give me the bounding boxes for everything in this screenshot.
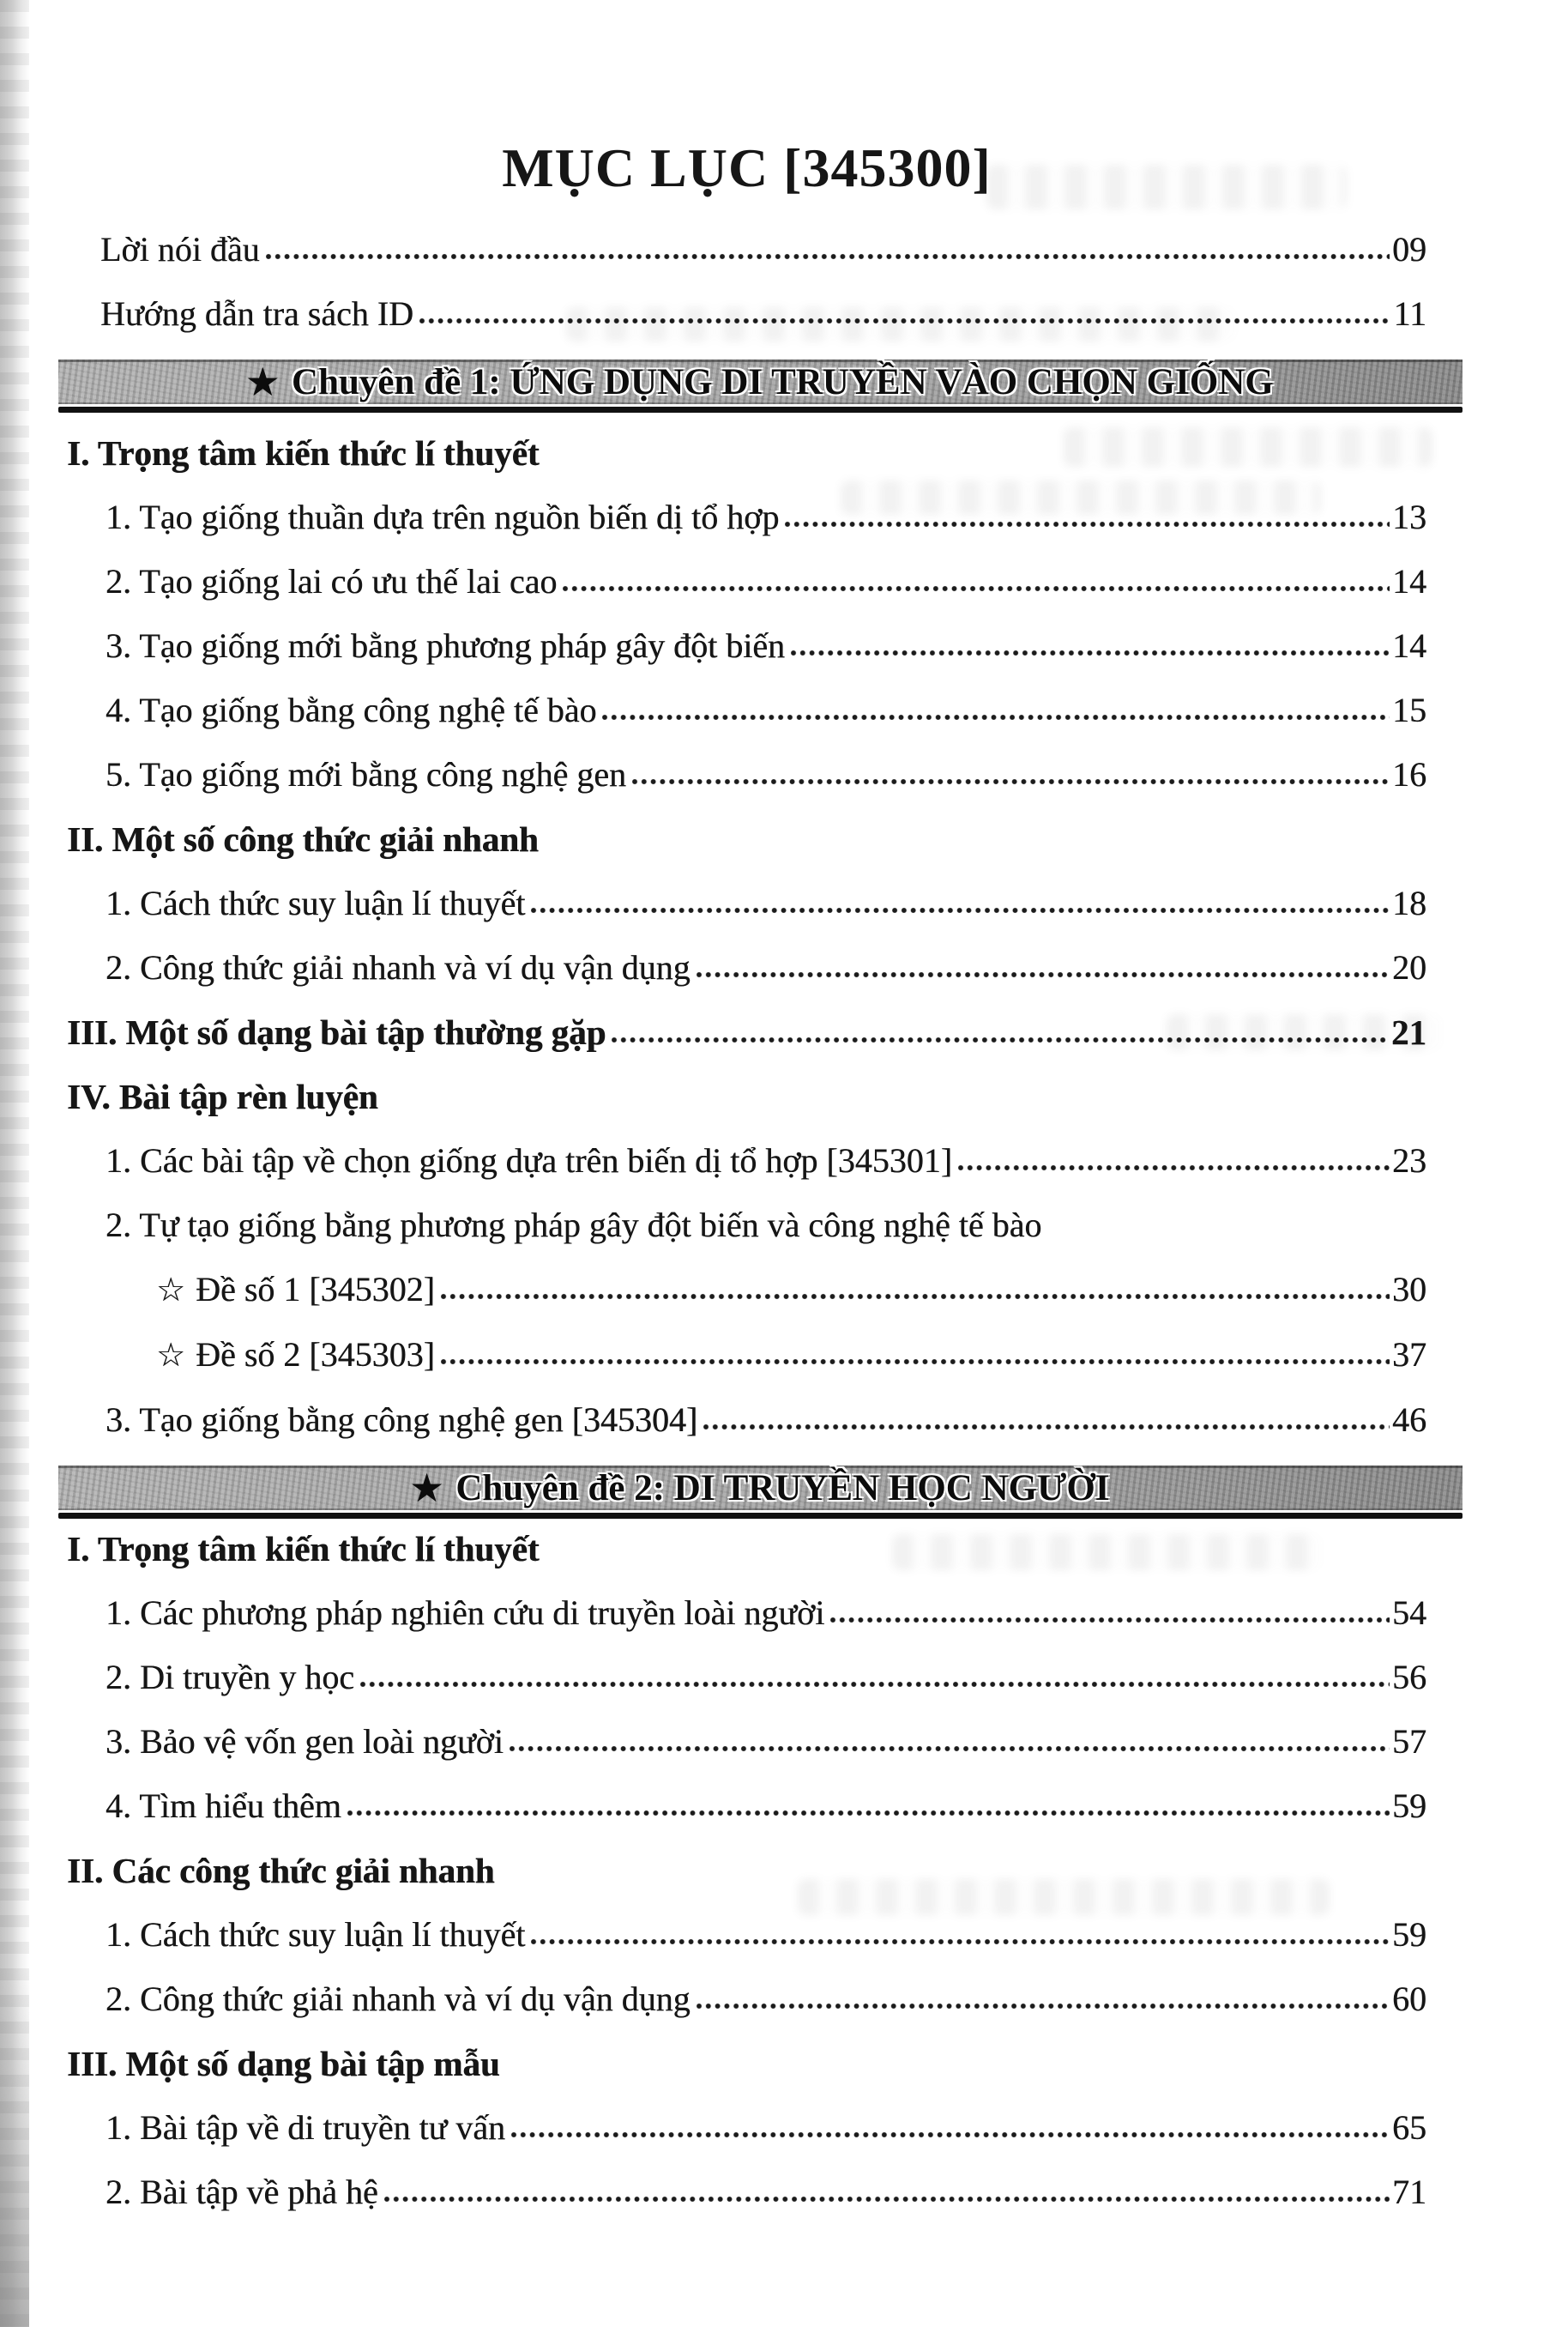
toc-entry (67, 1141, 1426, 1181)
toc-entry (67, 294, 1426, 334)
toc-entry (67, 1722, 1426, 1762)
toc-entry-label: 1. Cách thức suy luận lí thuyết (106, 1915, 526, 1954)
toc-entry (67, 691, 1426, 730)
toc-entry-label: 2. Di truyền y học (106, 1658, 354, 1696)
toc-entry-page: 57 (1392, 1722, 1426, 1761)
dotted-leader (511, 2131, 1390, 2139)
dotted-leader (791, 649, 1390, 657)
toc-entry-label: 2. Bài tập về phả hệ (106, 2173, 378, 2211)
toc-section-heading (67, 1012, 1426, 1052)
toc-entry-page: 16 (1392, 755, 1426, 794)
dotted-leader (531, 1937, 1390, 1946)
toc-entry (67, 562, 1426, 601)
dotted-leader (419, 317, 1391, 325)
dotted-leader (441, 1357, 1390, 1366)
dotted-leader (360, 1680, 1390, 1689)
dotted-leader (697, 970, 1390, 979)
toc-entry-label: I. Trọng tâm kiến thức lí thuyết (67, 433, 540, 473)
dotted-leader (510, 1744, 1390, 1753)
dotted-leader (632, 777, 1390, 786)
toc-entry-label: Hướng dẫn tra sách ID (100, 294, 413, 333)
star-icon: ★ (411, 1468, 443, 1508)
dotted-leader (830, 1616, 1390, 1624)
toc-section-heading (67, 1077, 1426, 1116)
toc-entry (67, 498, 1426, 537)
section-band-title: Chuyên đề 2: DI TRUYỀN HỌC NGƯỜI (455, 1467, 1110, 1508)
toc-entry-page: 56 (1392, 1658, 1426, 1696)
toc-entry-label: 4. Tạo giống bằng công nghệ tế bào (106, 691, 597, 729)
dotted-leader (785, 520, 1390, 529)
dotted-leader (347, 1809, 1390, 1817)
dotted-leader (563, 584, 1390, 593)
toc-entry-label: III. Một số dạng bài tập thường gặp (67, 1012, 606, 1052)
toc-entry (67, 1400, 1426, 1440)
toc-entry-page: 23 (1392, 1141, 1426, 1180)
toc-entry (67, 948, 1426, 988)
outline-star-icon: ☆ (156, 1272, 186, 1309)
section-band-chuyen-de-2 (58, 1466, 1462, 1510)
toc-entry-page: 59 (1392, 1786, 1426, 1825)
toc-entry (67, 230, 1426, 269)
toc-entry-label: 1. Các phương pháp nghiên cứu di truyền loài người (106, 1593, 825, 1632)
dotted-leader (384, 2195, 1390, 2203)
toc-entry (67, 1206, 1426, 1245)
toc-entry-label: 1. Các bài tập về chọn giống dựa trên biến dị tổ hợp [345301] (106, 1141, 953, 1180)
toc-entry-page: 20 (1392, 948, 1426, 987)
dotted-leader (697, 2002, 1390, 2010)
toc-entry (67, 2173, 1426, 2212)
toc-entry-label: I. Trọng tâm kiến thức lí thuyết (67, 1529, 540, 1568)
toc-entry-page: 30 (1392, 1270, 1426, 1309)
toc-entry-page: 46 (1392, 1400, 1426, 1439)
dotted-leader (602, 713, 1390, 722)
toc-entry-page: 54 (1392, 1593, 1426, 1632)
toc-entry-label: 3. Tạo giống mới bằng phương pháp gây đột biến (106, 626, 786, 665)
toc-content (67, 0, 1426, 2212)
toc-entry (67, 626, 1426, 666)
toc-entry-page: 14 (1392, 626, 1426, 665)
toc-entry-page: 14 (1392, 562, 1426, 601)
toc-entry-label: 2. Tự tạo giống bằng phương pháp gây đột biến và công nghệ tế bào (106, 1206, 1042, 1244)
toc-section-heading (67, 1851, 1426, 1890)
page-title: MỤC LỤC [345300] (502, 137, 992, 198)
toc-entry (67, 1593, 1426, 1633)
toc-entry-label: 5. Tạo giống mới bằng công nghệ gen (106, 755, 626, 794)
toc-entry (67, 1270, 1426, 1310)
section-band-rule (58, 407, 1462, 413)
dotted-leader (703, 1423, 1390, 1431)
dotted-leader (266, 252, 1390, 261)
toc-entry (67, 1915, 1426, 1955)
toc-entry-label: 1. Bài tập về di truyền tư vấn (106, 2108, 506, 2147)
toc-entry-page: 18 (1392, 884, 1426, 922)
section-band-rule (58, 1513, 1462, 1519)
toc-section-heading (67, 2044, 1426, 2083)
toc-entry-page: 11 (1393, 294, 1426, 333)
outline-star-icon: ☆ (156, 1338, 186, 1374)
toc-entry-page: 13 (1392, 498, 1426, 536)
toc-entry-page: 21 (1391, 1012, 1426, 1052)
dotted-leader (958, 1164, 1390, 1172)
toc-entry-label: 3. Tạo giống bằng công nghệ gen [345304] (106, 1400, 698, 1439)
toc-entry-label: IV. Bài tập rèn luyện (67, 1077, 378, 1116)
toc-entry (67, 1786, 1426, 1826)
toc-entry-label: 2. Công thức giải nhanh và ví dụ vận dụng (106, 948, 691, 987)
toc-entry-label: Đề số 2 [345303] (196, 1335, 435, 1374)
toc-entry-label: III. Một số dạng bài tập mẫu (67, 2044, 500, 2083)
toc-entry (67, 884, 1426, 923)
toc-section-heading (67, 819, 1426, 859)
toc-entry-label: 2. Tạo giống lai có ưu thế lai cao (106, 562, 558, 601)
toc-entry-label: 3. Bảo vệ vốn gen loài người (106, 1722, 504, 1761)
toc-entry-page: 60 (1392, 1979, 1426, 2018)
toc-entry (67, 1335, 1426, 1375)
toc-entry-label: 1. Tạo giống thuần dựa trên nguồn biến dị tổ hợp (106, 498, 780, 536)
section-band-chuyen-de-1 (58, 360, 1462, 404)
toc-entry-page: 65 (1392, 2108, 1426, 2147)
toc-entry-label: Lời nói đầu (100, 230, 260, 269)
toc-entry (67, 1979, 1426, 2019)
section-band-title: Chuyên đề 1: ỨNG DỤNG DI TRUYỀN VÀO CHỌN GIỐNG (292, 361, 1274, 402)
toc-entry-page: 09 (1392, 230, 1426, 269)
toc-entry-label: 4. Tìm hiểu thêm (106, 1786, 341, 1825)
toc-entry-label: II. Các công thức giải nhanh (67, 1851, 495, 1890)
toc-section-heading (67, 1529, 1426, 1568)
toc-entry-label: Đề số 1 [345302] (196, 1270, 435, 1309)
toc-entry-page: 37 (1392, 1335, 1426, 1374)
star-icon: ★ (247, 362, 279, 402)
toc-entry-label: 1. Cách thức suy luận lí thuyết (106, 884, 526, 922)
toc-entry (67, 755, 1426, 795)
toc-section-heading (67, 433, 1426, 473)
dotted-leader (612, 1036, 1389, 1044)
dotted-leader (531, 906, 1390, 915)
toc-entry (67, 2108, 1426, 2148)
toc-entry-page: 59 (1392, 1915, 1426, 1954)
toc-entry (67, 1658, 1426, 1697)
toc-entry-page: 15 (1392, 691, 1426, 729)
toc-entry-label: 2. Công thức giải nhanh và ví dụ vận dụng (106, 1979, 691, 2018)
scan-gutter-shadow (0, 0, 29, 2327)
toc-entry-page: 71 (1392, 2173, 1426, 2211)
dotted-leader (441, 1292, 1390, 1301)
toc-entry-label: II. Một số công thức giải nhanh (67, 819, 539, 859)
